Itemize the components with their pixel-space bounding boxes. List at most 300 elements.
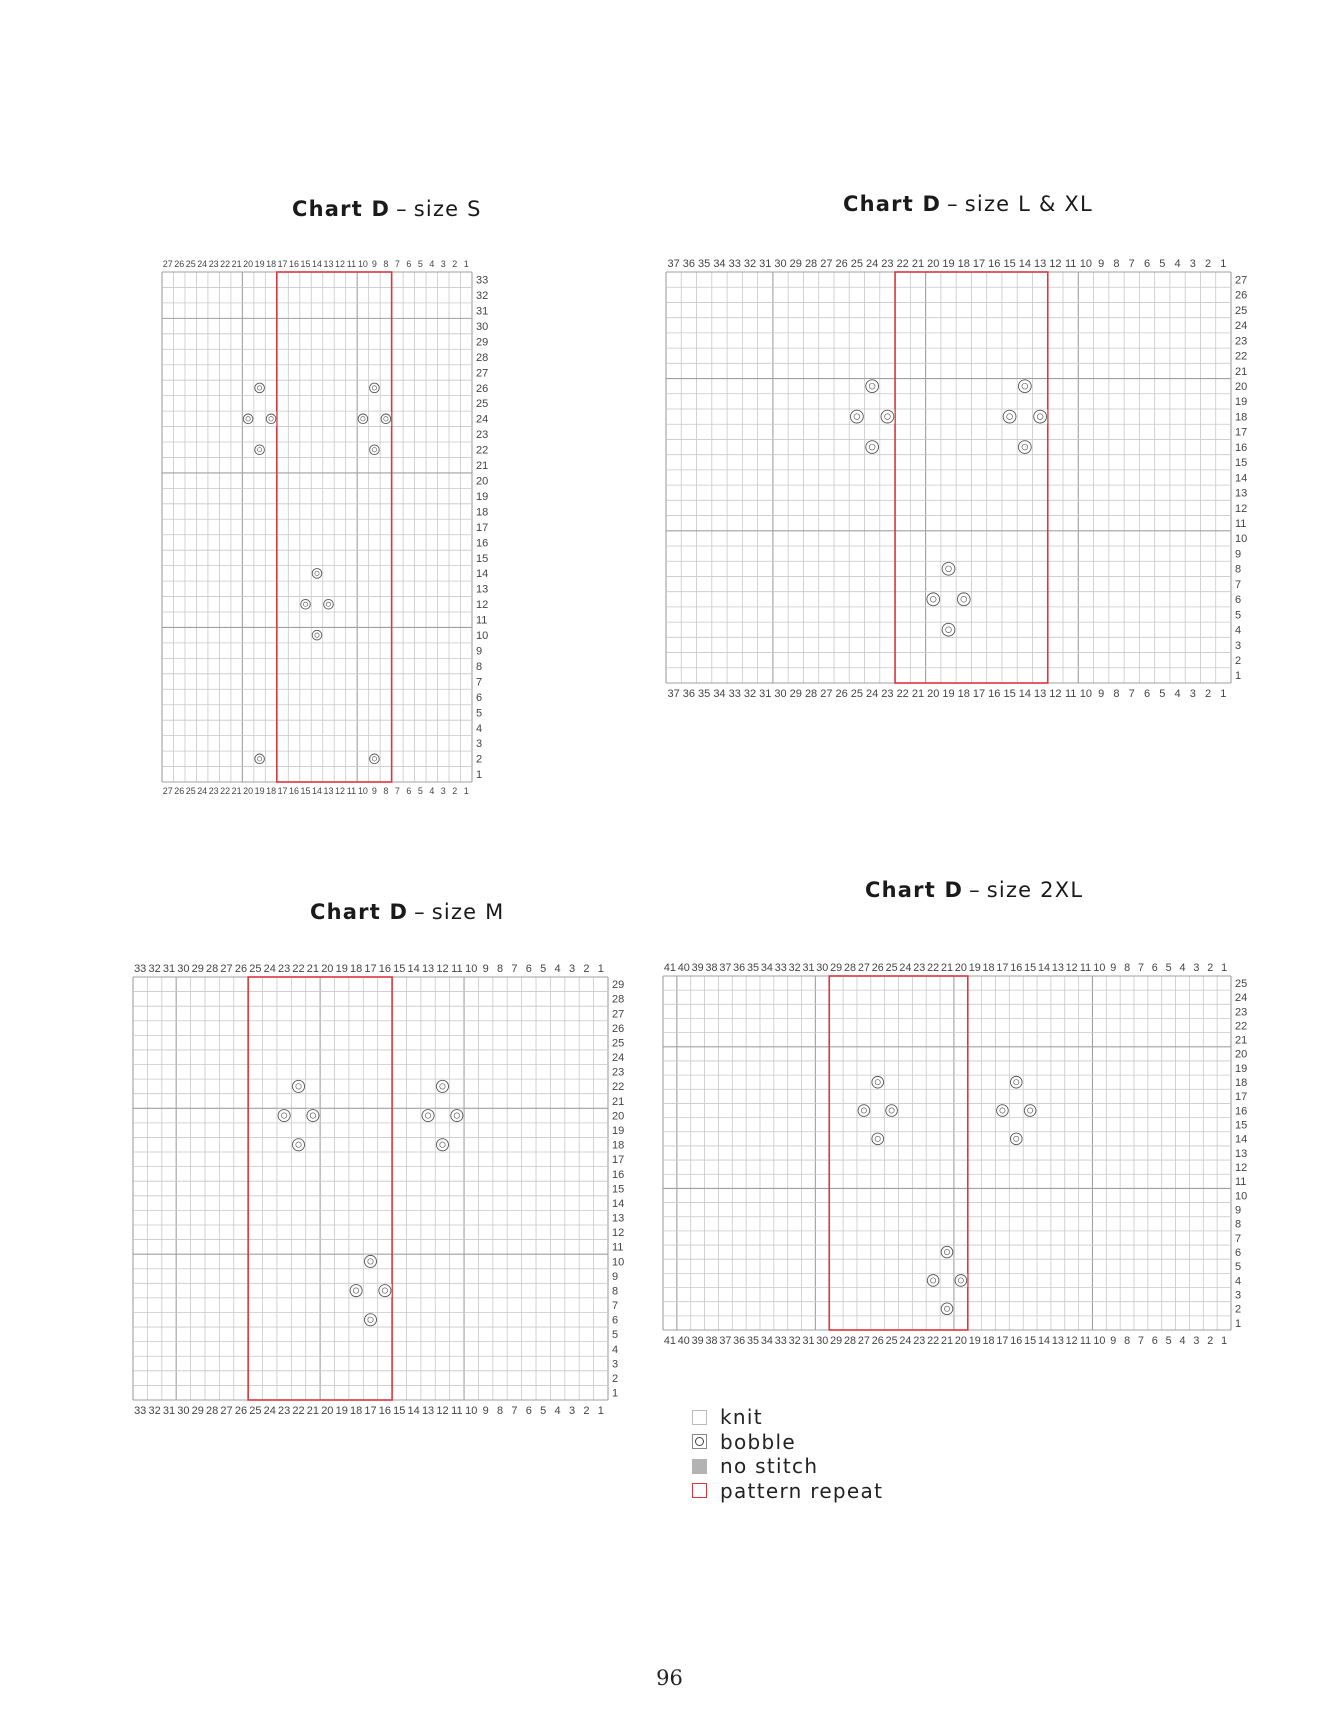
row-number: 23 <box>1235 335 1248 348</box>
row-number: 5 <box>1235 1261 1242 1274</box>
column-number: 30 <box>177 1405 190 1417</box>
chart-background <box>133 977 608 1400</box>
column-number: 34 <box>760 962 773 974</box>
column-number: 3 <box>1193 1334 1200 1347</box>
column-number: 4 <box>429 785 435 796</box>
column-number: 20 <box>954 1334 967 1347</box>
row-number: 21 <box>1235 365 1248 378</box>
column-number: 19 <box>335 1405 348 1417</box>
column-number: 26 <box>174 785 185 796</box>
row-number: 11 <box>476 614 488 627</box>
column-number: 3 <box>1189 258 1196 270</box>
column-number: 24 <box>197 785 208 796</box>
column-number: 25 <box>850 258 864 270</box>
column-number: 18 <box>957 688 970 700</box>
row-number: 18 <box>1235 411 1248 424</box>
column-number: 8 <box>1124 1334 1131 1347</box>
column-number: 17 <box>277 785 288 796</box>
bobble-icon <box>378 1284 391 1298</box>
row-number: 4 <box>1235 624 1242 637</box>
column-number: 31 <box>802 1334 815 1347</box>
bobble-icon <box>364 1313 377 1327</box>
column-number: 5 <box>1165 962 1172 974</box>
bobble-icon <box>364 1255 377 1269</box>
column-number: 15 <box>1003 258 1016 270</box>
chart-title-size-m <box>310 900 505 924</box>
column-number: 21 <box>306 1405 320 1417</box>
row-number: 11 <box>1235 518 1247 531</box>
column-number: 2 <box>583 1405 590 1417</box>
bobble-ring <box>1018 380 1031 393</box>
bobble-icon <box>358 412 368 426</box>
bobble-ring <box>850 410 863 423</box>
row-number: 3 <box>1235 639 1242 652</box>
column-number: 35 <box>698 258 711 270</box>
row-number: 19 <box>612 1125 625 1138</box>
row-number: 14 <box>612 1197 625 1210</box>
bobble-icon <box>421 1109 434 1123</box>
bobble-icon <box>941 562 955 576</box>
row-number: 7 <box>1235 578 1242 591</box>
column-number: 3 <box>440 259 446 269</box>
row-number: 12 <box>1235 1162 1248 1175</box>
column-number: 18 <box>982 962 995 974</box>
column-number: 32 <box>743 258 757 270</box>
row-number: 5 <box>612 1329 619 1342</box>
column-number: 9 <box>371 259 377 269</box>
row-number: 12 <box>1235 502 1248 515</box>
column-number: 19 <box>942 688 955 700</box>
bobble-ring <box>941 1303 953 1315</box>
column-number: 10 <box>1093 1334 1106 1347</box>
chart-title-label: Chart D <box>843 192 942 216</box>
column-number: 27 <box>220 1405 233 1417</box>
column-number: 15 <box>1024 1334 1037 1347</box>
row-number: 21 <box>1235 1034 1248 1047</box>
bobble-icon <box>871 1076 884 1089</box>
column-number: 12 <box>1065 962 1078 974</box>
column-number: 8 <box>383 785 389 796</box>
bobble-ring <box>436 1139 448 1151</box>
column-number: 13 <box>1033 258 1047 270</box>
column-number: 10 <box>357 259 368 269</box>
column-number: 34 <box>760 1334 773 1347</box>
bobble-icon <box>880 410 894 424</box>
column-number: 6 <box>525 1405 532 1417</box>
column-number: 2 <box>1205 258 1212 270</box>
column-number: 9 <box>1110 962 1117 974</box>
bobble-ring <box>858 1105 870 1117</box>
column-number: 26 <box>835 258 848 270</box>
row-number: 13 <box>1235 1147 1248 1160</box>
column-number: 5 <box>540 1405 547 1417</box>
bobble-ring <box>292 1080 304 1092</box>
column-number: 13 <box>1051 1334 1064 1347</box>
chart-title-label: Chart D <box>865 878 964 902</box>
bobble-icon <box>941 1302 954 1315</box>
bobble-ring <box>379 1285 391 1297</box>
column-number: 5 <box>417 259 423 269</box>
bobble-ring <box>278 1110 290 1122</box>
chart-background <box>162 272 472 782</box>
bobble-ring <box>301 599 311 609</box>
bobble-icon <box>1018 440 1032 454</box>
chart-title-size-2xl <box>865 878 1083 902</box>
column-number: 27 <box>857 1334 870 1347</box>
row-number: 27 <box>1235 274 1248 287</box>
column-number: 30 <box>816 1334 829 1347</box>
bobble-ring <box>1018 441 1031 454</box>
column-number: 19 <box>968 1334 981 1347</box>
column-number: 29 <box>789 688 802 700</box>
column-number: 29 <box>191 1405 204 1417</box>
column-number: 6 <box>525 963 532 975</box>
column-number: 15 <box>300 259 311 269</box>
column-number: 5 <box>417 785 423 796</box>
column-number: 5 <box>1159 258 1166 270</box>
column-number: 37 <box>719 1334 732 1347</box>
column-number: 13 <box>1051 962 1064 974</box>
row-number: 23 <box>476 429 489 442</box>
bobble-ring <box>957 593 970 606</box>
row-number: 6 <box>1235 594 1242 607</box>
knit-symbol-icon <box>692 1410 707 1425</box>
bobble-ring <box>927 1275 939 1287</box>
legend-label: knit <box>720 1405 763 1430</box>
legend-item-bobble <box>692 1430 883 1455</box>
row-number: 15 <box>612 1183 625 1196</box>
column-number: 2 <box>1207 962 1214 974</box>
row-number: 33 <box>476 274 489 287</box>
column-number: 29 <box>191 963 204 975</box>
bobble-icon <box>1018 379 1032 393</box>
column-number: 24 <box>866 688 879 700</box>
row-number: 3 <box>476 738 483 751</box>
row-number: 32 <box>476 290 489 303</box>
column-number: 5 <box>1159 688 1166 700</box>
column-number: 36 <box>733 962 746 974</box>
column-number: 14 <box>312 785 322 796</box>
bobble-icon <box>369 381 379 395</box>
bobble-icon <box>1010 1076 1023 1089</box>
column-number: 30 <box>774 258 787 270</box>
bobble-ring <box>370 445 380 455</box>
bobble-icon <box>1033 410 1047 424</box>
column-number: 18 <box>349 963 363 975</box>
column-number: 31 <box>759 258 772 270</box>
chart-size-label: size L & XL <box>964 192 1093 216</box>
row-number: 19 <box>476 490 489 503</box>
column-number: 8 <box>496 1405 504 1417</box>
column-number: 23 <box>913 962 926 974</box>
column-number: 32 <box>148 1405 161 1417</box>
column-number: 27 <box>220 963 233 975</box>
row-number: 10 <box>1235 1190 1248 1203</box>
row-number: 7 <box>476 676 483 689</box>
row-number: 14 <box>476 568 489 581</box>
column-number: 29 <box>830 962 843 974</box>
bobble-ring <box>451 1110 463 1122</box>
column-number: 17 <box>972 258 986 270</box>
column-number: 27 <box>820 688 833 700</box>
column-number: 21 <box>940 1334 954 1347</box>
chart-size-label: size S <box>413 197 482 221</box>
column-number: 35 <box>698 688 711 700</box>
column-number: 21 <box>231 785 242 796</box>
column-number: 28 <box>206 963 219 975</box>
column-number: 19 <box>254 259 265 269</box>
bobble-icon <box>306 1109 319 1123</box>
bobble-icon <box>1010 1132 1023 1145</box>
row-number: 16 <box>476 537 489 550</box>
column-number: 25 <box>185 785 196 796</box>
row-number: 17 <box>1235 426 1248 439</box>
row-number: 8 <box>1235 1218 1242 1231</box>
row-number: 22 <box>476 444 489 457</box>
row-number: 16 <box>1235 1105 1248 1118</box>
row-number: 27 <box>476 367 489 380</box>
column-number: 3 <box>440 785 446 796</box>
knitting-chart-size-m <box>123 955 638 1420</box>
row-number: 4 <box>612 1343 619 1356</box>
row-number: 17 <box>1235 1091 1248 1104</box>
bobble-icon <box>450 1109 463 1123</box>
column-number: 32 <box>743 688 757 700</box>
column-number: 20 <box>927 688 940 700</box>
column-number: 26 <box>234 963 248 975</box>
column-number: 1 <box>597 1405 604 1417</box>
column-number: 22 <box>220 259 231 269</box>
bobble-icon <box>1002 410 1016 424</box>
column-number: 41 <box>663 962 676 974</box>
column-number: 7 <box>1128 688 1135 700</box>
row-number: 18 <box>1235 1077 1248 1090</box>
column-number: 11 <box>346 259 357 269</box>
bobble-icon <box>871 1132 884 1145</box>
row-number: 4 <box>476 722 483 735</box>
column-number: 26 <box>835 688 848 700</box>
bobble-ring <box>872 1133 884 1145</box>
column-number: 17 <box>972 688 986 700</box>
bobble-ring <box>866 380 879 393</box>
row-number: 24 <box>476 413 489 426</box>
row-number: 5 <box>476 707 483 720</box>
column-number: 20 <box>321 963 334 975</box>
column-number: 32 <box>788 1334 801 1347</box>
column-number: 25 <box>885 1334 898 1347</box>
bobble-ring <box>381 414 391 424</box>
legend-label: pattern repeat <box>720 1478 884 1503</box>
column-number: 27 <box>857 962 870 974</box>
column-number: 20 <box>243 259 254 269</box>
column-number: 1 <box>1220 688 1227 700</box>
column-number: 8 <box>1124 962 1131 974</box>
row-number: 3 <box>1235 1289 1242 1302</box>
column-number: 20 <box>243 785 254 796</box>
column-number: 33 <box>774 1334 787 1347</box>
column-number: 7 <box>394 259 400 269</box>
bobble-icon <box>850 410 864 424</box>
bobble-ring <box>324 599 334 609</box>
column-number: 7 <box>511 1405 518 1417</box>
column-number: 30 <box>774 688 787 700</box>
title-dash: – <box>414 900 426 924</box>
column-number: 21 <box>306 963 320 975</box>
row-number: 27 <box>612 1008 625 1021</box>
column-number: 41 <box>663 1334 676 1347</box>
title-dash: – <box>969 878 981 902</box>
column-number: 1 <box>463 259 469 269</box>
row-number: 3 <box>612 1358 619 1371</box>
column-number: 22 <box>220 785 231 796</box>
column-number: 11 <box>1064 258 1077 270</box>
row-number: 28 <box>476 351 489 364</box>
row-number: 1 <box>476 769 483 782</box>
column-number: 17 <box>277 259 288 269</box>
knitting-chart-size-2xl <box>653 954 1261 1350</box>
row-number: 22 <box>612 1081 625 1094</box>
column-number: 29 <box>830 1334 843 1347</box>
column-number: 4 <box>429 259 435 269</box>
legend-item-no-stitch <box>692 1454 883 1479</box>
row-number: 2 <box>1235 1303 1242 1316</box>
bobble-icon <box>941 1246 954 1259</box>
row-number: 26 <box>612 1022 625 1035</box>
column-number: 24 <box>866 258 879 270</box>
column-number: 40 <box>677 962 690 974</box>
column-number: 10 <box>465 1405 478 1417</box>
row-number: 10 <box>1235 533 1248 546</box>
row-number: 9 <box>1235 548 1242 561</box>
column-number: 12 <box>334 785 345 796</box>
column-number: 14 <box>1037 1334 1050 1347</box>
column-number: 29 <box>789 258 802 270</box>
column-number: 24 <box>899 962 912 974</box>
column-number: 1 <box>1220 258 1227 270</box>
bobble-ring <box>370 754 380 764</box>
row-number: 22 <box>1235 350 1248 363</box>
column-number: 11 <box>1064 688 1077 700</box>
column-number: 18 <box>982 1334 995 1347</box>
column-number: 36 <box>682 258 696 270</box>
column-number: 20 <box>954 962 967 974</box>
bobble-icon <box>996 1104 1009 1117</box>
column-number: 23 <box>208 785 219 796</box>
column-number: 26 <box>234 1405 248 1417</box>
column-number: 14 <box>407 963 420 975</box>
column-number: 4 <box>554 1405 561 1417</box>
column-number: 14 <box>1018 258 1031 270</box>
column-number: 31 <box>162 1405 176 1417</box>
bobble-ring <box>350 1285 362 1297</box>
column-number: 22 <box>896 258 909 270</box>
row-number: 21 <box>476 460 489 473</box>
column-number: 32 <box>788 962 801 974</box>
column-number: 10 <box>465 963 478 975</box>
column-number: 11 <box>1079 1334 1092 1347</box>
column-number: 40 <box>677 1334 690 1347</box>
row-number: 15 <box>476 552 489 565</box>
bobble-ring <box>872 1076 884 1088</box>
row-number: 1 <box>612 1387 619 1400</box>
chart-background <box>666 272 1231 683</box>
row-number: 20 <box>476 475 489 488</box>
column-number: 20 <box>321 1405 334 1417</box>
column-number: 20 <box>927 258 940 270</box>
bobble-icon <box>254 381 264 395</box>
column-number: 13 <box>421 1405 435 1417</box>
bobble-icon <box>381 412 391 426</box>
column-number: 1 <box>1221 962 1228 974</box>
bobble-ring <box>370 383 380 393</box>
row-number: 2 <box>476 753 483 766</box>
column-number: 30 <box>177 963 190 975</box>
column-number: 11 <box>346 785 357 796</box>
column-number: 7 <box>394 785 400 796</box>
column-number: 10 <box>1093 962 1106 974</box>
column-number: 13 <box>323 259 334 269</box>
bobble-icon <box>254 443 264 457</box>
bobble-ring <box>255 383 265 393</box>
row-number: 8 <box>1235 563 1242 576</box>
row-number: 2 <box>612 1372 619 1385</box>
column-number: 31 <box>802 962 815 974</box>
column-number: 6 <box>1143 258 1151 270</box>
title-dash: – <box>396 197 408 221</box>
bobble-icon <box>277 1109 290 1123</box>
row-number: 19 <box>1235 1062 1248 1075</box>
bobble-ring <box>866 441 879 454</box>
column-number: 19 <box>942 258 955 270</box>
column-number: 35 <box>747 1334 760 1347</box>
row-number: 24 <box>612 1052 625 1065</box>
column-number: 9 <box>1110 1334 1117 1347</box>
bobble-ring <box>255 445 265 455</box>
column-number: 14 <box>1018 688 1031 700</box>
bobble-ring <box>1010 1133 1022 1145</box>
row-number: 20 <box>612 1110 625 1123</box>
column-number: 24 <box>263 963 276 975</box>
column-number: 14 <box>1037 962 1050 974</box>
row-number: 12 <box>612 1227 625 1240</box>
column-number: 4 <box>1174 688 1181 700</box>
row-number: 30 <box>476 320 489 333</box>
column-number: 25 <box>185 259 196 269</box>
row-number: 9 <box>476 645 483 658</box>
chart-size-label: size 2XL <box>986 878 1084 902</box>
row-number: 17 <box>476 521 489 534</box>
chart-title-size-s <box>292 197 482 221</box>
bobble-icon <box>885 1104 898 1117</box>
column-number: 14 <box>312 259 322 269</box>
column-number: 15 <box>300 785 311 796</box>
bobble-symbol-icon <box>692 1434 707 1449</box>
bobble-icon <box>292 1080 305 1094</box>
bobble-icon <box>857 1104 870 1117</box>
row-number: 26 <box>1235 289 1248 302</box>
column-number: 10 <box>357 785 368 796</box>
row-number: 25 <box>476 398 489 411</box>
knitting-chart-size-l-xl <box>656 250 1261 703</box>
row-number: 14 <box>1235 472 1248 485</box>
column-number: 31 <box>162 963 176 975</box>
column-number: 22 <box>292 963 305 975</box>
column-number: 17 <box>364 963 377 975</box>
column-number: 24 <box>899 1334 912 1347</box>
column-number: 12 <box>334 259 345 269</box>
column-number: 33 <box>774 962 787 974</box>
column-number: 11 <box>1079 962 1092 974</box>
